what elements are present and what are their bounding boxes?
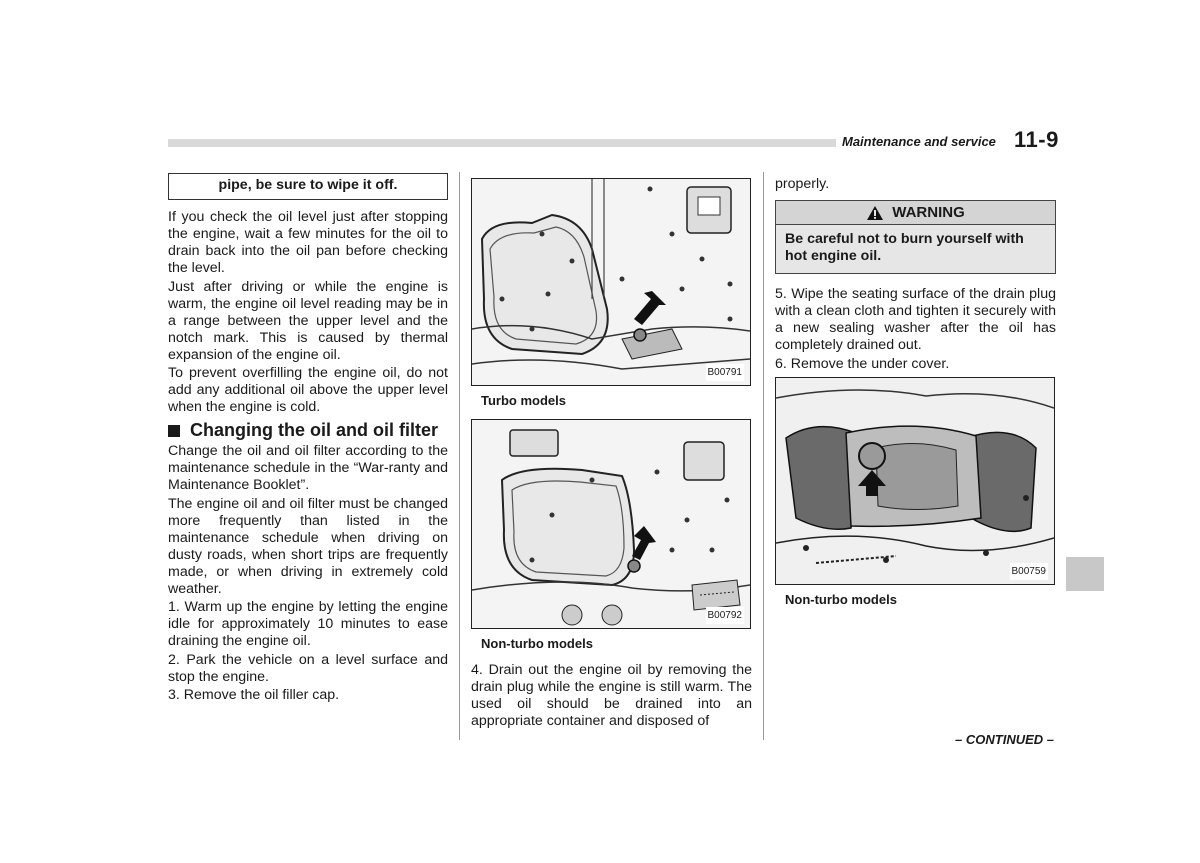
paragraph: If you check the oil level just after stopping the engine, wait a few minutes for the oil to drain back into the oil pan before checking the level. [168, 209, 448, 276]
continued-label: – CONTINUED – [955, 732, 1054, 747]
column-3 [775, 176, 1056, 618]
warning-body: Be careful not to burn yourself with hot engine oil. [775, 225, 1056, 274]
figure-under-cover [775, 377, 1055, 585]
page-number: 11-9 [1014, 127, 1059, 152]
figure-code: B00791 [706, 364, 744, 381]
warning-header [775, 200, 1056, 225]
figure-code: B00792 [706, 607, 744, 624]
heading-text: Changing the oil and oil filter [190, 420, 438, 440]
figure-non-turbo-engine [471, 419, 751, 629]
step-6: 6. Remove the under cover. [775, 355, 950, 372]
step-4: 4. Drain out the engine oil by removing the drain plug while the engine is still warm. The used oil should be drained into an appropriate container and disposed of [471, 662, 752, 729]
column-divider [763, 172, 764, 740]
warning-triangle-icon [866, 205, 884, 221]
step-3: 3. Remove the oil filler cap. [168, 687, 340, 703]
column-1 [168, 173, 448, 706]
heading-square-icon [168, 425, 180, 437]
figure-caption: Turbo models [481, 393, 566, 408]
paragraph: The engine oil and oil filter must be changed more frequently than listed in the maintenance schedule when driving on dusty roads, when short trips are frequently made, or when driving in extremely cold weather. [168, 495, 448, 597]
continued-note-box: pipe, be sure to wipe it off. [168, 173, 448, 200]
under-cover-illustration [776, 378, 1054, 584]
paragraph: Change the oil and oil filter according to the maintenance schedule in the “War-ranty and Maintenance Booklet”. [168, 443, 448, 493]
header-rule [168, 139, 836, 147]
paragraph: Just after driving or while the engine is warm, the engine oil level reading may be in a range between the upper level and the notch mark. This is caused by thermal expansion of the engine oil. [168, 278, 448, 363]
figure-caption: Non-turbo models [785, 591, 897, 607]
section-title: Maintenance and service [842, 134, 996, 149]
figure-code: B00759 [1010, 563, 1048, 580]
step-5: 5. Wipe the seating surface of the drain plug with a clean cloth and tighten it securely with a new sealing washer after the oil has completely drained out. [775, 286, 1056, 353]
column-2 [471, 178, 752, 732]
section-heading [168, 422, 448, 439]
chapter-thumb-tab [1066, 557, 1104, 591]
paragraph: To prevent overfilling the engine oil, do not add any additional oil above the upper level when the engine is cold. [168, 365, 448, 415]
step-2: 2. Park the vehicle on a level surface and stop the engine. [168, 651, 448, 685]
engine-underside-illustration [472, 179, 750, 385]
figure-turbo-engine [471, 178, 751, 386]
step-1: 1. Warm up the engine by letting the engine idle for approximately 10 minutes to ease draining the engine oil. [168, 599, 448, 649]
warning-title: WARNING [892, 204, 965, 221]
figure-caption: Non-turbo models [481, 636, 593, 651]
engine-underside-illustration [472, 420, 750, 628]
continuation-text: properly. [775, 176, 830, 192]
column-divider [459, 172, 460, 740]
